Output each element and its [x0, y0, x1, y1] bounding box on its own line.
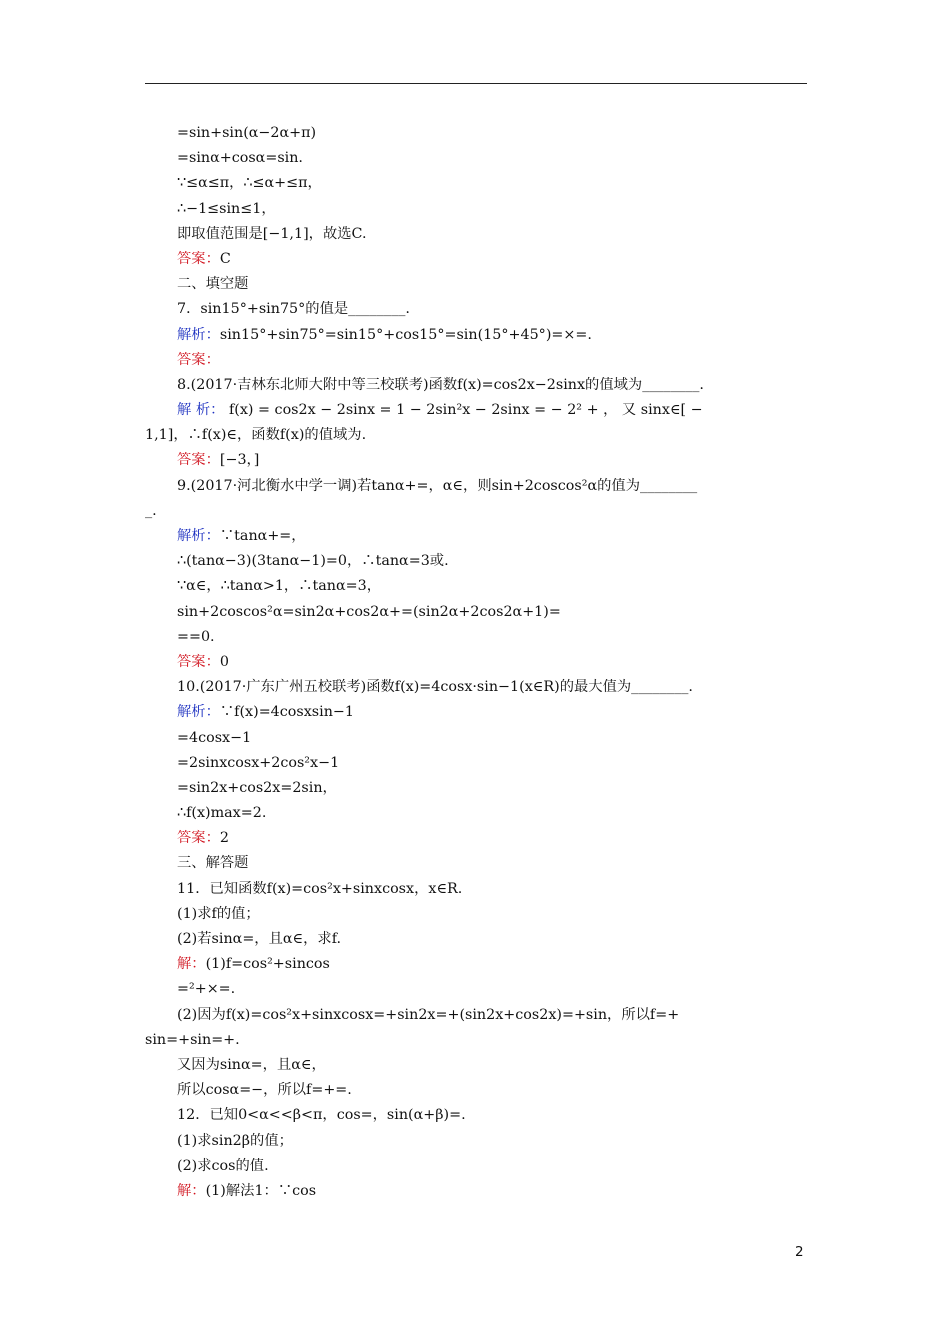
text-line — [145, 423, 810, 448]
line-text: 7．sin15°+sin75°的值是________. — [177, 301, 410, 318]
text-line — [145, 474, 810, 499]
text-line — [145, 197, 810, 222]
line-text: 8.(2017·吉林东北师大附中等三校联考)函数f(x)=cos2x−2sinx的值域为________. — [177, 376, 704, 393]
text-line — [145, 524, 810, 549]
line-text: 2 — [219, 830, 229, 847]
text-line — [145, 499, 810, 524]
line-text: (1)求f的值； — [177, 905, 260, 922]
solution-label: 解析： — [177, 704, 220, 721]
answer-label: 答案： — [177, 351, 220, 368]
line-text: ∵f(x)=4cosxsin−1 — [219, 704, 354, 721]
text-line — [145, 297, 810, 322]
line-text: 12．已知0<α<<β<π，cos=，sin(α+β)=. — [177, 1107, 466, 1124]
page-content — [145, 121, 810, 1204]
text-line — [145, 625, 810, 650]
line-text: ∵tanα+=， — [219, 528, 306, 544]
answer-label: 解： — [177, 956, 206, 973]
line-text: sin+2coscos²α=sin2α+cos2α+=(sin2α+2cos2α+1)= — [177, 603, 561, 620]
page-number: 2 — [795, 1244, 804, 1260]
solution-label: 解析： — [177, 528, 220, 544]
text-line — [145, 675, 810, 700]
text-line — [145, 776, 810, 801]
text-line — [145, 373, 810, 398]
solution-label: 解析： — [177, 326, 220, 343]
text-line — [145, 902, 810, 927]
line-text: (2)求cos的值. — [177, 1157, 269, 1174]
text-line — [145, 600, 810, 625]
answer-label: 答案： — [177, 452, 220, 469]
line-text: sin15°+sin75°=sin15°+cos15°=sin(15°+45°)=×=. — [219, 326, 592, 343]
text-line — [145, 146, 810, 171]
answer-label: 答案： — [177, 250, 220, 267]
line-text: ==0. — [177, 628, 215, 645]
line-text: ∵≤α≤π，∴≤α+≤π， — [177, 175, 322, 192]
line-text: f(x) = cos2x − 2sinx = 1 − 2sin²x − 2sinx = − 2² + ， 又 sinx∈[ − — [224, 402, 703, 419]
line-text: =²+×=. — [177, 981, 236, 998]
line-text: =sin2x+cos2x=2sin， — [177, 779, 337, 796]
line-text: 11．已知函数f(x)=cos²x+sinxcosx，x∈R. — [177, 880, 463, 897]
text-line — [145, 171, 810, 196]
line-text: C — [219, 250, 231, 267]
text-line — [145, 726, 810, 751]
line-text: 9.(2017·河北衡水中学一调)若tanα+=，α∈，则sin+2coscos²α的值为________ — [177, 477, 698, 494]
answer-label: 答案： — [177, 830, 220, 847]
text-line — [145, 398, 810, 423]
text-line — [145, 448, 810, 473]
text-line — [145, 348, 810, 373]
text-line — [145, 877, 810, 902]
text-line — [145, 1103, 810, 1128]
line-text: [−3，] — [219, 452, 260, 469]
text-line — [145, 1078, 810, 1103]
text-line — [145, 323, 810, 348]
header-rule — [145, 83, 807, 84]
line-text: 三、解答题 — [177, 855, 249, 872]
text-line — [145, 650, 810, 675]
text-line — [145, 272, 810, 297]
line-text: ∴−1≤sin≤1， — [177, 200, 276, 217]
line-text: 即取值范围是[−1,1]，故选C. — [177, 225, 367, 242]
text-line — [145, 1003, 810, 1028]
text-line — [145, 121, 810, 146]
line-text: =sin+sin(α−2α+π) — [177, 125, 317, 141]
line-text: (1)求sin2β的值； — [177, 1132, 293, 1149]
line-text: ∴f(x)max=2. — [177, 805, 267, 822]
text-line — [145, 700, 810, 725]
text-line — [145, 1129, 810, 1154]
line-text: 又因为sinα=，且α∈， — [177, 1056, 326, 1073]
text-line — [145, 1179, 810, 1204]
text-line — [145, 977, 810, 1002]
text-line — [145, 1028, 810, 1053]
text-line — [145, 222, 810, 247]
line-text: sin=+sin=+. — [145, 1031, 240, 1048]
line-text: 10.(2017·广东广州五校联考)函数f(x)=4cosx·sin−1(x∈R)的最大值为________. — [177, 679, 693, 696]
line-text: 所以cosα=−，所以f=+=. — [177, 1082, 352, 1099]
text-line — [145, 247, 810, 272]
line-text: 二、填空题 — [177, 276, 249, 293]
line-text: (2)因为f(x)=cos²x+sinxcosx=+sin2x=+(sin2x+cos2x)=+sin，所以f=+ — [177, 1006, 680, 1023]
text-line — [145, 851, 810, 876]
line-text: =sinα+cosα=sin. — [177, 150, 303, 167]
line-text: =4cosx−1 — [177, 729, 252, 746]
text-line — [145, 1053, 810, 1078]
line-text: =2sinxcosx+2cos²x−1 — [177, 754, 340, 771]
line-text: 1,1]，∴f(x)∈，函数f(x)的值域为. — [145, 427, 367, 444]
line-text: 0 — [219, 653, 229, 670]
text-line — [145, 826, 810, 851]
text-line — [145, 801, 810, 826]
answer-label: 解： — [177, 1182, 206, 1199]
text-line — [145, 927, 810, 952]
line-text: (1)解法1：∵cos — [205, 1182, 317, 1199]
answer-label: 答案： — [177, 653, 220, 670]
text-line — [145, 549, 810, 574]
text-line — [145, 574, 810, 599]
solution-label: 解 析： — [177, 402, 225, 419]
line-text: (2)若sinα=，且α∈，求f. — [177, 931, 342, 947]
text-line — [145, 751, 810, 776]
text-line — [145, 952, 810, 977]
line-text: _. — [145, 502, 157, 519]
text-line — [145, 1154, 810, 1179]
line-text: ∴(tanα−3)(3tanα−1)=0，∴tanα=3或. — [177, 553, 449, 570]
line-text: ∵α∈，∴tanα>1，∴tanα=3， — [177, 578, 382, 595]
line-text: (1)f=cos²+sincos — [205, 956, 330, 973]
